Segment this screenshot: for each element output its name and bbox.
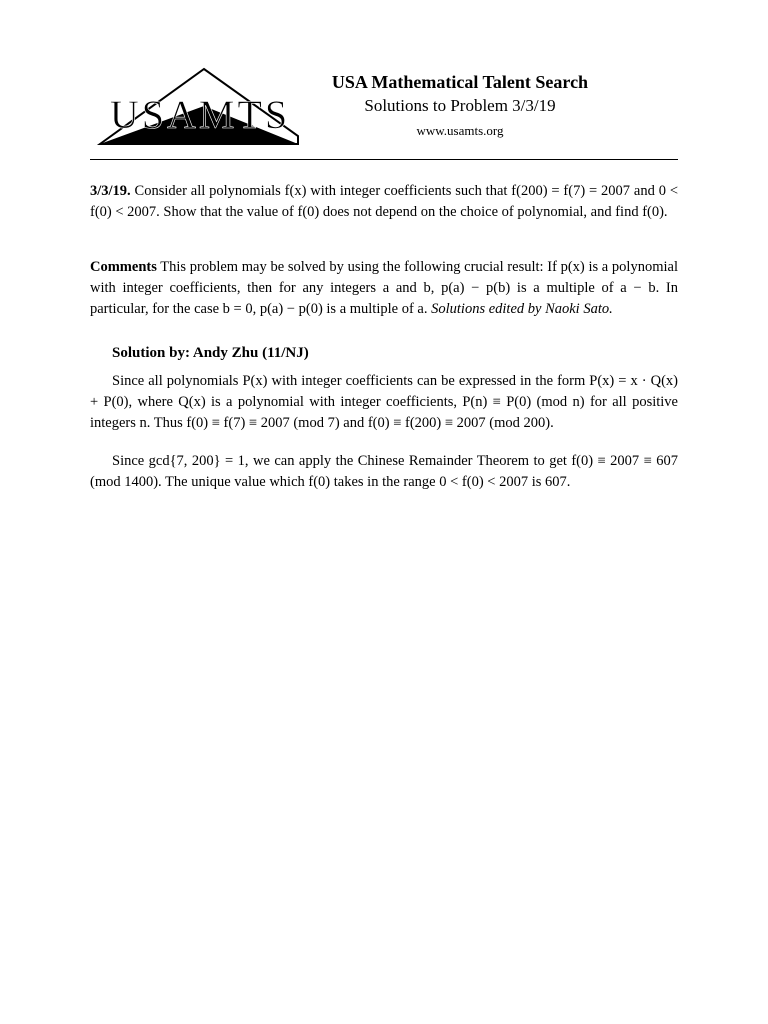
logo-lettering: USAMTS [109,92,291,137]
problem-statement [90,181,678,223]
problem-number: 3/3/19. [90,183,131,199]
site-title: USA Mathematical Talent Search [331,72,589,92]
page-subtitle: Solutions to Problem 3/3/19 [364,96,556,115]
comments-paragraph [90,257,678,320]
problem-text: Consider all polynomials f(x) with integer coefficients such that f(200) = f(7) = 2007 and 0 < f(0) < 2007. Show that the value of f(0) does not depend on the choice of polynomial, and find f(0). [90,183,678,220]
solution-paragraph-1: Since all polynomials P(x) with integer coefficients can be expressed in the form P(x) = x · Q(x) + P(0), where Q(x) is a polynomial with integer coefficients, P(n) ≡ P(0) (mod n) for all positive integers n. Thus f(0) ≡ f(7) ≡ 2007 (mod 7) and f(0) ≡ f(200) ≡ 2007 (mod 200). [90,373,678,431]
editor-credit: Solutions edited by Naoki Sato. [431,301,613,317]
solution-paragraph-2: Since gcd{7, 200} = 1, we can apply the Chinese Remainder Theorem to get f(0) ≡ 2007 ≡ 607 (mod 1400). The unique value which f(0) takes in the range 0 < f(0) < 2007 is 607. [90,453,678,490]
comments-text: This problem may be solved by using the following crucial result: If p(x) is a polynomial with integer coefficients, then for any integers a and b, p(a) − p(b) is a multiple of a − b. In particular, for the case b = 0, p(a) − p(0) is a multiple of a. [90,259,678,317]
header-divider [90,159,678,160]
solution-heading: Solution by: Andy Zhu (11/NJ) [112,345,309,361]
comments-label: Comments [90,259,157,275]
site-url: www.usamts.org [416,123,504,138]
usamts-logo [96,66,302,146]
